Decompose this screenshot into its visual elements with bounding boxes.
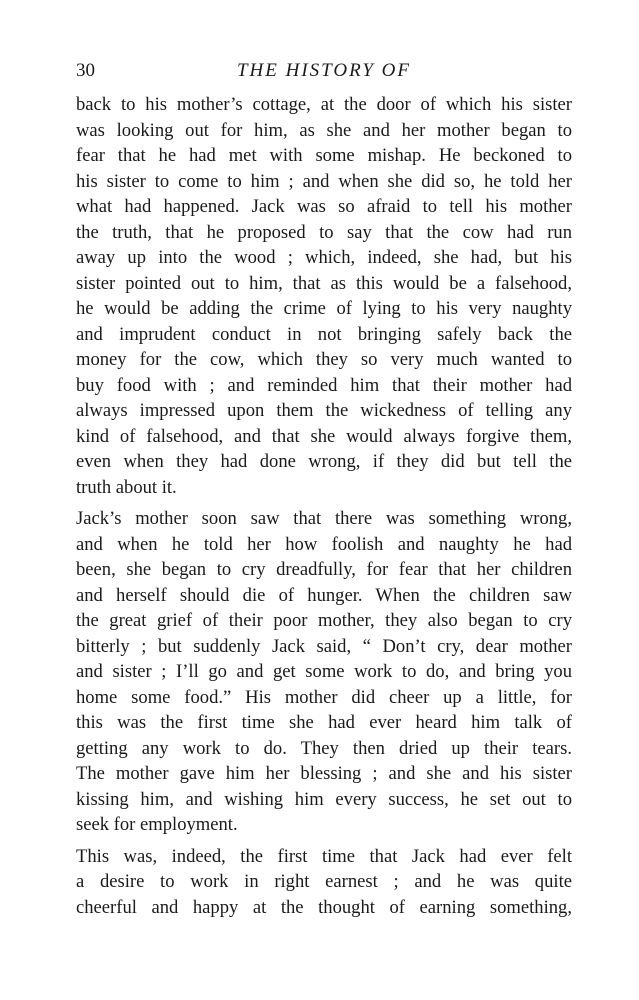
text-line: Jack’s mother soon saw that there was something wrong,	[76, 508, 572, 529]
text-line: a desire to work in right earnest ; and he was quite	[76, 871, 572, 892]
body-text	[76, 92, 572, 920]
text-line: the great grief of their poor mother, they also began to cry	[76, 610, 572, 631]
paragraph	[76, 92, 572, 500]
text-line: money for the cow, which they so very much wanted to	[76, 349, 572, 370]
text-line: and imprudent conduct in not bringing safely back the	[76, 323, 572, 345]
text-line: this was the first time she had ever heard him talk of	[76, 712, 572, 733]
paragraph	[76, 844, 572, 921]
text-line: was looking out for him, as she and her mother began to	[76, 119, 572, 141]
text-line: fear that he had met with some mishap. He beckoned to	[76, 145, 572, 166]
text-line: and herself should die of hunger. When the children saw	[76, 584, 572, 606]
text-line: truth about it.	[76, 476, 177, 498]
text-line: getting any work to do. They then dried up their tears.	[76, 737, 572, 759]
text-line: always impressed upon them the wickedness of telling any	[76, 400, 572, 421]
text-line: even when they had done wrong, if they did but tell the	[76, 451, 572, 472]
text-line: and when he told her how foolish and naughty he had	[76, 533, 572, 555]
text-line: bitterly ; but suddenly Jack said, “ Don’t cry, dear mother	[76, 635, 572, 657]
text-line: away up into the wood ; which, indeed, she had, but his	[76, 247, 572, 268]
text-line: his sister to come to him ; and when she did so, he told her	[76, 170, 572, 192]
text-line: home some food.” His mother did cheer up a little, for	[76, 686, 572, 708]
running-head	[76, 58, 572, 84]
text-line: the truth, that he proposed to say that the cow had run	[76, 221, 572, 243]
text-line: back to his mother’s cottage, at the door of which his sister	[76, 94, 572, 115]
running-title: THE HISTORY OF	[236, 60, 412, 81]
text-line: cheerful and happy at the thought of earning something,	[76, 896, 572, 918]
text-line: been, she began to cry dreadfully, for fear that her children	[76, 559, 572, 580]
text-line: sister pointed out to him, that as this would be a falsehood,	[76, 272, 572, 294]
page-number: 30	[76, 60, 95, 81]
text-line: he would be adding the crime of lying to his very naughty	[76, 298, 572, 319]
text-line: what had happened. Jack was so afraid to tell his mother	[76, 196, 572, 217]
text-line: kissing him, and wishing him every success, he set out to	[76, 788, 572, 810]
paragraph	[76, 506, 572, 838]
text-line: seek for employment.	[76, 814, 238, 835]
text-line: The mother gave him her blessing ; and she and his sister	[76, 763, 572, 784]
text-line: and sister ; I’ll go and get some work to do, and bring you	[76, 661, 572, 682]
text-line: kind of falsehood, and that she would always forgive them,	[76, 425, 572, 447]
text-line: This was, indeed, the first time that Jack had ever felt	[76, 845, 572, 867]
text-line: buy food with ; and reminded him that their mother had	[76, 374, 572, 396]
